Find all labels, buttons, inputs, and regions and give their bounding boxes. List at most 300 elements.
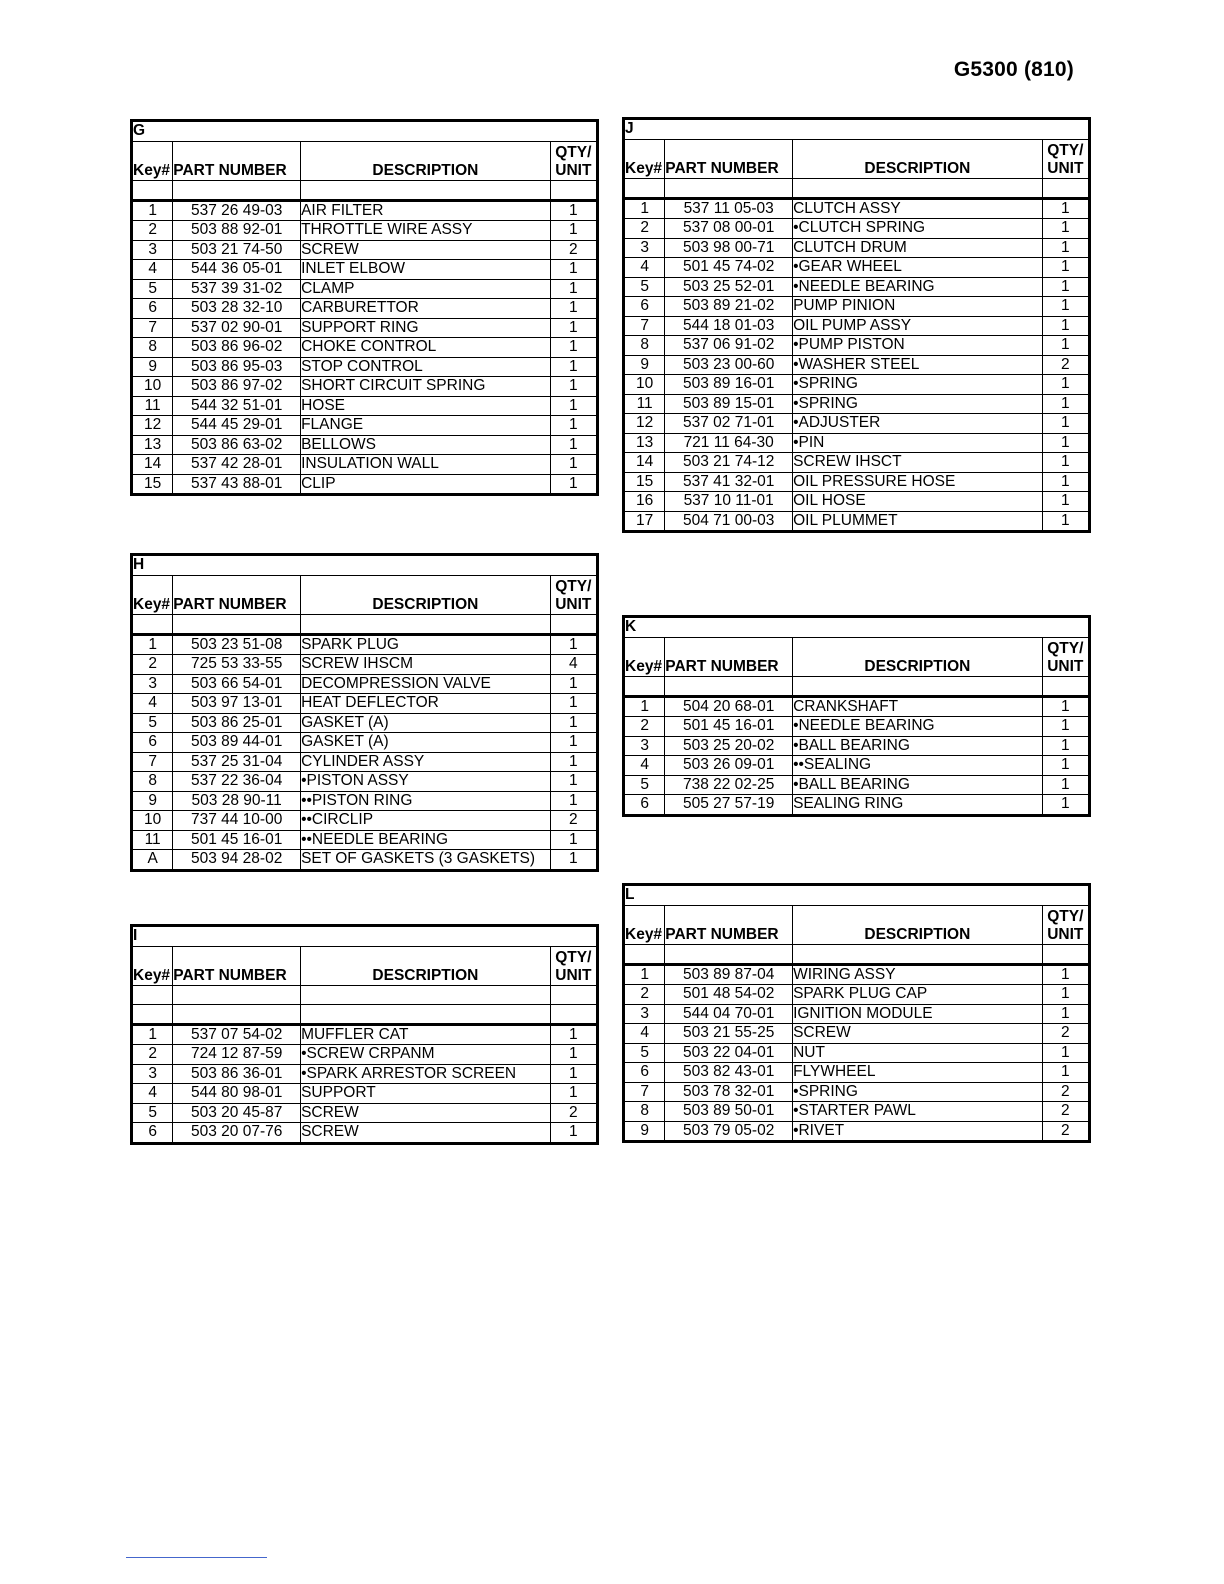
key-header: Key#	[132, 946, 173, 985]
qty-cell: 1	[550, 338, 597, 358]
key-cell: 4	[132, 694, 173, 714]
table-row	[624, 985, 1090, 1005]
description-cell: •SPARK ARRESTOR SCREEN	[301, 1064, 551, 1084]
key-cell: 9	[624, 355, 665, 375]
key-cell: 1	[132, 1024, 173, 1045]
part-number-cell: 503 21 74-50	[173, 240, 301, 260]
description-cell: •PUMP PISTON	[793, 336, 1043, 356]
qty-header	[550, 946, 597, 985]
description-cell: ••PISTON RING	[301, 791, 551, 811]
blank-cell	[624, 676, 665, 696]
description-cell: •ADJUSTER	[793, 414, 1043, 434]
part-number-header: PART NUMBER	[665, 637, 793, 676]
key-cell: 1	[624, 964, 665, 985]
description-cell: •STARTER PAWL	[793, 1102, 1043, 1122]
part-number-cell: 544 80 98-01	[173, 1084, 301, 1104]
table-row	[624, 1024, 1090, 1044]
blank-row	[624, 676, 1090, 696]
key-cell: 1	[624, 198, 665, 219]
table-row	[132, 752, 598, 772]
blank-cell	[1042, 944, 1089, 964]
key-cell: 8	[624, 336, 665, 356]
key-cell: 7	[132, 318, 173, 338]
key-header: Key#	[132, 141, 173, 180]
table-row	[132, 377, 598, 397]
part-number-cell: 537 02 90-01	[173, 318, 301, 338]
qty-header-line1: QTY/	[1047, 141, 1084, 159]
key-cell: 2	[624, 985, 665, 1005]
key-cell: 6	[624, 297, 665, 317]
qty-cell: 1	[550, 396, 597, 416]
key-cell: 13	[624, 433, 665, 453]
table-row	[624, 1063, 1090, 1083]
qty-cell: 1	[550, 634, 597, 655]
description-header: DESCRIPTION	[301, 575, 551, 614]
table-row	[624, 394, 1090, 414]
qty-cell: 1	[550, 299, 597, 319]
part-number-cell: 503 97 13-01	[173, 694, 301, 714]
blank-cell	[665, 944, 793, 964]
description-cell: •NEEDLE BEARING	[793, 277, 1043, 297]
key-cell: 10	[132, 377, 173, 397]
table-row	[624, 696, 1090, 717]
blank-row	[624, 178, 1090, 198]
description-cell: •SPRING	[793, 375, 1043, 395]
key-cell: 5	[624, 277, 665, 297]
qty-cell: 2	[1042, 1102, 1089, 1122]
description-cell: CLUTCH ASSY	[793, 198, 1043, 219]
part-number-cell: 544 18 01-03	[665, 316, 793, 336]
description-cell: SEALING RING	[793, 795, 1043, 816]
description-cell: GASKET (A)	[301, 713, 551, 733]
key-cell: 4	[624, 1024, 665, 1044]
table-row	[624, 1043, 1090, 1063]
description-cell: CLAMP	[301, 279, 551, 299]
table-row	[132, 1084, 598, 1104]
section-i	[130, 924, 599, 1145]
qty-cell: 1	[1042, 964, 1089, 985]
key-cell: 2	[624, 219, 665, 239]
description-cell: OIL PLUMMET	[793, 511, 1043, 532]
description-cell: OIL PUMP ASSY	[793, 316, 1043, 336]
qty-cell: 1	[550, 1084, 597, 1104]
qty-header-line2: UNIT	[555, 966, 592, 984]
part-number-cell: 503 20 45-87	[173, 1103, 301, 1123]
blank-cell	[1042, 676, 1089, 696]
qty-cell: 1	[1042, 1004, 1089, 1024]
part-number-cell: 544 32 51-01	[173, 396, 301, 416]
section-g	[130, 119, 599, 496]
description-cell: •SPRING	[793, 394, 1043, 414]
description-header: DESCRIPTION	[301, 946, 551, 985]
section-letter: J	[624, 119, 1090, 140]
blank-row	[132, 1004, 598, 1024]
description-header: DESCRIPTION	[301, 141, 551, 180]
description-cell: IGNITION MODULE	[793, 1004, 1043, 1024]
column-header-row	[132, 575, 598, 614]
blank-row	[132, 180, 598, 200]
qty-cell: 1	[1042, 1043, 1089, 1063]
table-row	[132, 474, 598, 495]
table-row	[132, 713, 598, 733]
description-cell: ••CIRCLIP	[301, 811, 551, 831]
section-letter: G	[132, 121, 598, 142]
table-row	[624, 1004, 1090, 1024]
table-row	[624, 795, 1090, 816]
table-row	[132, 435, 598, 455]
key-cell: 2	[132, 655, 173, 675]
part-number-cell: 503 89 15-01	[665, 394, 793, 414]
part-number-cell: 503 79 05-02	[665, 1121, 793, 1142]
blank-cell	[132, 985, 173, 1004]
part-number-cell: 503 28 32-10	[173, 299, 301, 319]
qty-cell: 2	[550, 811, 597, 831]
qty-cell: 1	[1042, 238, 1089, 258]
part-number-cell: 503 89 50-01	[665, 1102, 793, 1122]
parts-table-i	[130, 924, 599, 1145]
blank-cell	[550, 180, 597, 200]
blank-cell	[173, 180, 301, 200]
part-number-cell: 503 23 00-60	[665, 355, 793, 375]
blank-cell	[132, 180, 173, 200]
qty-cell: 1	[550, 1123, 597, 1144]
table-row	[132, 634, 598, 655]
table-row	[624, 453, 1090, 473]
table-row	[624, 1082, 1090, 1102]
table-row	[624, 297, 1090, 317]
key-cell: 14	[624, 453, 665, 473]
key-cell: 15	[132, 474, 173, 495]
qty-cell: 4	[550, 655, 597, 675]
table-row	[132, 279, 598, 299]
key-cell: 6	[624, 1063, 665, 1083]
part-number-cell: 537 02 71-01	[665, 414, 793, 434]
description-cell: •SPRING	[793, 1082, 1043, 1102]
part-number-cell: 724 12 87-59	[173, 1045, 301, 1065]
description-cell: SCREW	[301, 240, 551, 260]
table-row	[132, 1064, 598, 1084]
qty-header-line1: QTY/	[1047, 639, 1084, 657]
column-header-row	[132, 946, 598, 985]
blank-cell	[793, 676, 1043, 696]
part-number-cell: 537 41 32-01	[665, 472, 793, 492]
key-cell: A	[132, 850, 173, 871]
qty-cell: 1	[550, 1024, 597, 1045]
table-row	[132, 1123, 598, 1144]
qty-cell: 2	[550, 1103, 597, 1123]
qty-cell: 1	[1042, 414, 1089, 434]
qty-cell: 1	[550, 377, 597, 397]
qty-cell: 2	[550, 240, 597, 260]
part-number-cell: 537 11 05-03	[665, 198, 793, 219]
blank-cell	[132, 1004, 173, 1024]
part-number-cell: 721 11 64-30	[665, 433, 793, 453]
qty-header-line1: QTY/	[555, 948, 592, 966]
qty-cell: 1	[550, 474, 597, 495]
key-cell: 6	[624, 795, 665, 816]
blank-cell	[793, 178, 1043, 198]
key-cell: 5	[132, 1103, 173, 1123]
qty-cell: 1	[550, 260, 597, 280]
qty-cell: 1	[550, 752, 597, 772]
section-letter-row	[132, 555, 598, 576]
description-cell: CRANKSHAFT	[793, 696, 1043, 717]
table-row	[624, 1121, 1090, 1142]
table-row	[624, 414, 1090, 434]
qty-header-line2: UNIT	[1047, 925, 1084, 943]
qty-cell: 1	[1042, 394, 1089, 414]
blank-cell	[301, 985, 551, 1004]
part-number-cell: 501 48 54-02	[665, 985, 793, 1005]
key-cell: 11	[624, 394, 665, 414]
table-row	[624, 717, 1090, 737]
part-number-cell: 503 28 90-11	[173, 791, 301, 811]
section-letter-row	[132, 121, 598, 142]
table-row	[624, 238, 1090, 258]
part-number-header: PART NUMBER	[665, 905, 793, 944]
part-number-cell: 503 88 92-01	[173, 221, 301, 241]
qty-cell: 1	[1042, 433, 1089, 453]
blank-cell	[301, 614, 551, 634]
description-cell: CARBURETTOR	[301, 299, 551, 319]
footer-rule	[126, 1557, 267, 1558]
blank-cell	[793, 944, 1043, 964]
key-cell: 3	[132, 240, 173, 260]
part-number-cell: 725 53 33-55	[173, 655, 301, 675]
qty-cell: 1	[1042, 297, 1089, 317]
blank-cell	[624, 944, 665, 964]
qty-cell: 1	[1042, 198, 1089, 219]
part-number-cell: 537 42 28-01	[173, 455, 301, 475]
section-letter: L	[624, 885, 1090, 906]
table-row	[132, 240, 598, 260]
qty-cell: 2	[1042, 1121, 1089, 1142]
key-cell: 5	[132, 279, 173, 299]
key-cell: 16	[624, 492, 665, 512]
part-number-cell: 537 08 00-01	[665, 219, 793, 239]
key-header: Key#	[624, 905, 665, 944]
qty-cell: 1	[550, 830, 597, 850]
qty-cell: 1	[550, 357, 597, 377]
part-number-cell: 503 94 28-02	[173, 850, 301, 871]
part-number-header: PART NUMBER	[173, 575, 301, 614]
table-row	[132, 396, 598, 416]
description-cell: •GEAR WHEEL	[793, 258, 1043, 278]
key-cell: 2	[132, 221, 173, 241]
key-cell: 7	[624, 1082, 665, 1102]
part-number-cell: 503 22 04-01	[665, 1043, 793, 1063]
description-cell: NUT	[793, 1043, 1043, 1063]
part-number-cell: 537 07 54-02	[173, 1024, 301, 1045]
qty-cell: 2	[1042, 1082, 1089, 1102]
table-row	[132, 338, 598, 358]
table-row	[132, 655, 598, 675]
key-cell: 3	[624, 1004, 665, 1024]
description-cell: •PIN	[793, 433, 1043, 453]
part-number-cell: 537 22 36-04	[173, 772, 301, 792]
table-row	[624, 775, 1090, 795]
key-cell: 10	[624, 375, 665, 395]
qty-cell: 1	[1042, 492, 1089, 512]
section-letter: K	[624, 617, 1090, 638]
table-row	[624, 736, 1090, 756]
table-row	[624, 492, 1090, 512]
qty-cell: 1	[1042, 316, 1089, 336]
key-cell: 6	[132, 299, 173, 319]
qty-cell: 1	[1042, 336, 1089, 356]
blank-cell	[624, 178, 665, 198]
key-cell: 5	[624, 775, 665, 795]
qty-cell: 1	[550, 416, 597, 436]
section-letter: I	[132, 926, 598, 947]
part-number-cell: 503 86 25-01	[173, 713, 301, 733]
blank-cell	[301, 1004, 551, 1024]
qty-cell: 1	[550, 791, 597, 811]
qty-cell: 1	[1042, 775, 1089, 795]
key-cell: 12	[624, 414, 665, 434]
key-cell: 10	[132, 811, 173, 831]
key-cell: 6	[132, 733, 173, 753]
table-row	[624, 756, 1090, 776]
table-row	[132, 416, 598, 436]
description-cell: •SCREW CRPANM	[301, 1045, 551, 1065]
table-row	[132, 299, 598, 319]
qty-cell: 1	[550, 733, 597, 753]
description-cell: CYLINDER ASSY	[301, 752, 551, 772]
part-number-cell: 738 22 02-25	[665, 775, 793, 795]
key-cell: 17	[624, 511, 665, 532]
table-row	[132, 791, 598, 811]
qty-header	[1042, 905, 1089, 944]
part-number-cell: 503 26 09-01	[665, 756, 793, 776]
qty-cell: 1	[550, 694, 597, 714]
qty-header-line2: UNIT	[555, 161, 592, 179]
qty-header-line1: QTY/	[555, 577, 592, 595]
part-number-cell: 503 82 43-01	[665, 1063, 793, 1083]
part-number-cell: 537 06 91-02	[665, 336, 793, 356]
key-cell: 3	[624, 238, 665, 258]
part-number-cell: 503 86 36-01	[173, 1064, 301, 1084]
blank-cell	[1042, 178, 1089, 198]
qty-header	[550, 141, 597, 180]
qty-header-line2: UNIT	[1047, 159, 1084, 177]
qty-cell: 1	[1042, 985, 1089, 1005]
table-row	[132, 811, 598, 831]
description-cell: SUPPORT	[301, 1084, 551, 1104]
table-row	[132, 1103, 598, 1123]
blank-row	[132, 985, 598, 1004]
description-cell: ••NEEDLE BEARING	[301, 830, 551, 850]
table-row	[624, 258, 1090, 278]
part-number-cell: 503 89 44-01	[173, 733, 301, 753]
qty-cell: 1	[550, 279, 597, 299]
key-cell: 8	[624, 1102, 665, 1122]
description-header: DESCRIPTION	[793, 637, 1043, 676]
description-cell: •BALL BEARING	[793, 736, 1043, 756]
page-code: G5300 (810)	[953, 58, 1074, 81]
qty-cell: 1	[1042, 219, 1089, 239]
key-cell: 2	[132, 1045, 173, 1065]
part-number-cell: 503 25 52-01	[665, 277, 793, 297]
part-number-header: PART NUMBER	[173, 946, 301, 985]
description-cell: AIR FILTER	[301, 200, 551, 221]
key-cell: 8	[132, 338, 173, 358]
description-cell: SCREW IHSCT	[793, 453, 1043, 473]
description-cell: THROTTLE WIRE ASSY	[301, 221, 551, 241]
part-number-cell: 501 45 16-01	[173, 830, 301, 850]
key-cell: 7	[132, 752, 173, 772]
parts-table-h	[130, 553, 599, 872]
key-cell: 1	[132, 634, 173, 655]
description-cell: CHOKE CONTROL	[301, 338, 551, 358]
qty-cell: 1	[1042, 756, 1089, 776]
section-letter-row	[624, 617, 1090, 638]
qty-cell: 1	[1042, 717, 1089, 737]
part-number-cell: 505 27 57-19	[665, 795, 793, 816]
column-header-row	[624, 139, 1090, 178]
section-letter-row	[624, 885, 1090, 906]
key-cell: 2	[624, 717, 665, 737]
qty-cell: 1	[550, 221, 597, 241]
description-cell: CLIP	[301, 474, 551, 495]
key-cell: 12	[132, 416, 173, 436]
table-row	[132, 260, 598, 280]
key-cell: 8	[132, 772, 173, 792]
section-letter-row	[132, 926, 598, 947]
key-cell: 6	[132, 1123, 173, 1144]
key-cell: 4	[132, 1084, 173, 1104]
part-number-cell: 537 25 31-04	[173, 752, 301, 772]
key-cell: 3	[132, 674, 173, 694]
table-row	[624, 472, 1090, 492]
part-number-cell: 501 45 16-01	[665, 717, 793, 737]
column-header-row	[624, 905, 1090, 944]
table-row	[132, 1045, 598, 1065]
description-cell: SCREW	[301, 1103, 551, 1123]
description-cell: •CLUTCH SPRING	[793, 219, 1043, 239]
blank-cell	[550, 985, 597, 1004]
description-cell: DECOMPRESSION VALVE	[301, 674, 551, 694]
qty-cell: 2	[1042, 355, 1089, 375]
table-row	[624, 1102, 1090, 1122]
part-number-cell: 503 86 97-02	[173, 377, 301, 397]
qty-header-line2: UNIT	[1047, 657, 1084, 675]
qty-cell: 1	[1042, 736, 1089, 756]
description-cell: HEAT DEFLECTOR	[301, 694, 551, 714]
section-letter: H	[132, 555, 598, 576]
key-cell: 7	[624, 316, 665, 336]
table-row	[624, 375, 1090, 395]
blank-cell	[173, 1004, 301, 1024]
column-header-row	[624, 637, 1090, 676]
qty-cell: 1	[1042, 1063, 1089, 1083]
key-cell: 9	[624, 1121, 665, 1142]
key-cell: 9	[132, 357, 173, 377]
qty-cell: 2	[1042, 1024, 1089, 1044]
qty-cell: 1	[1042, 453, 1089, 473]
part-number-cell: 537 10 11-01	[665, 492, 793, 512]
blank-cell	[550, 614, 597, 634]
part-number-cell: 503 23 51-08	[173, 634, 301, 655]
description-cell: WIRING ASSY	[793, 964, 1043, 985]
description-cell: •WASHER STEEL	[793, 355, 1043, 375]
qty-cell: 1	[1042, 511, 1089, 532]
table-row	[624, 316, 1090, 336]
key-cell: 14	[132, 455, 173, 475]
column-header-row	[132, 141, 598, 180]
part-number-cell: 503 20 07-76	[173, 1123, 301, 1144]
qty-cell: 1	[550, 674, 597, 694]
